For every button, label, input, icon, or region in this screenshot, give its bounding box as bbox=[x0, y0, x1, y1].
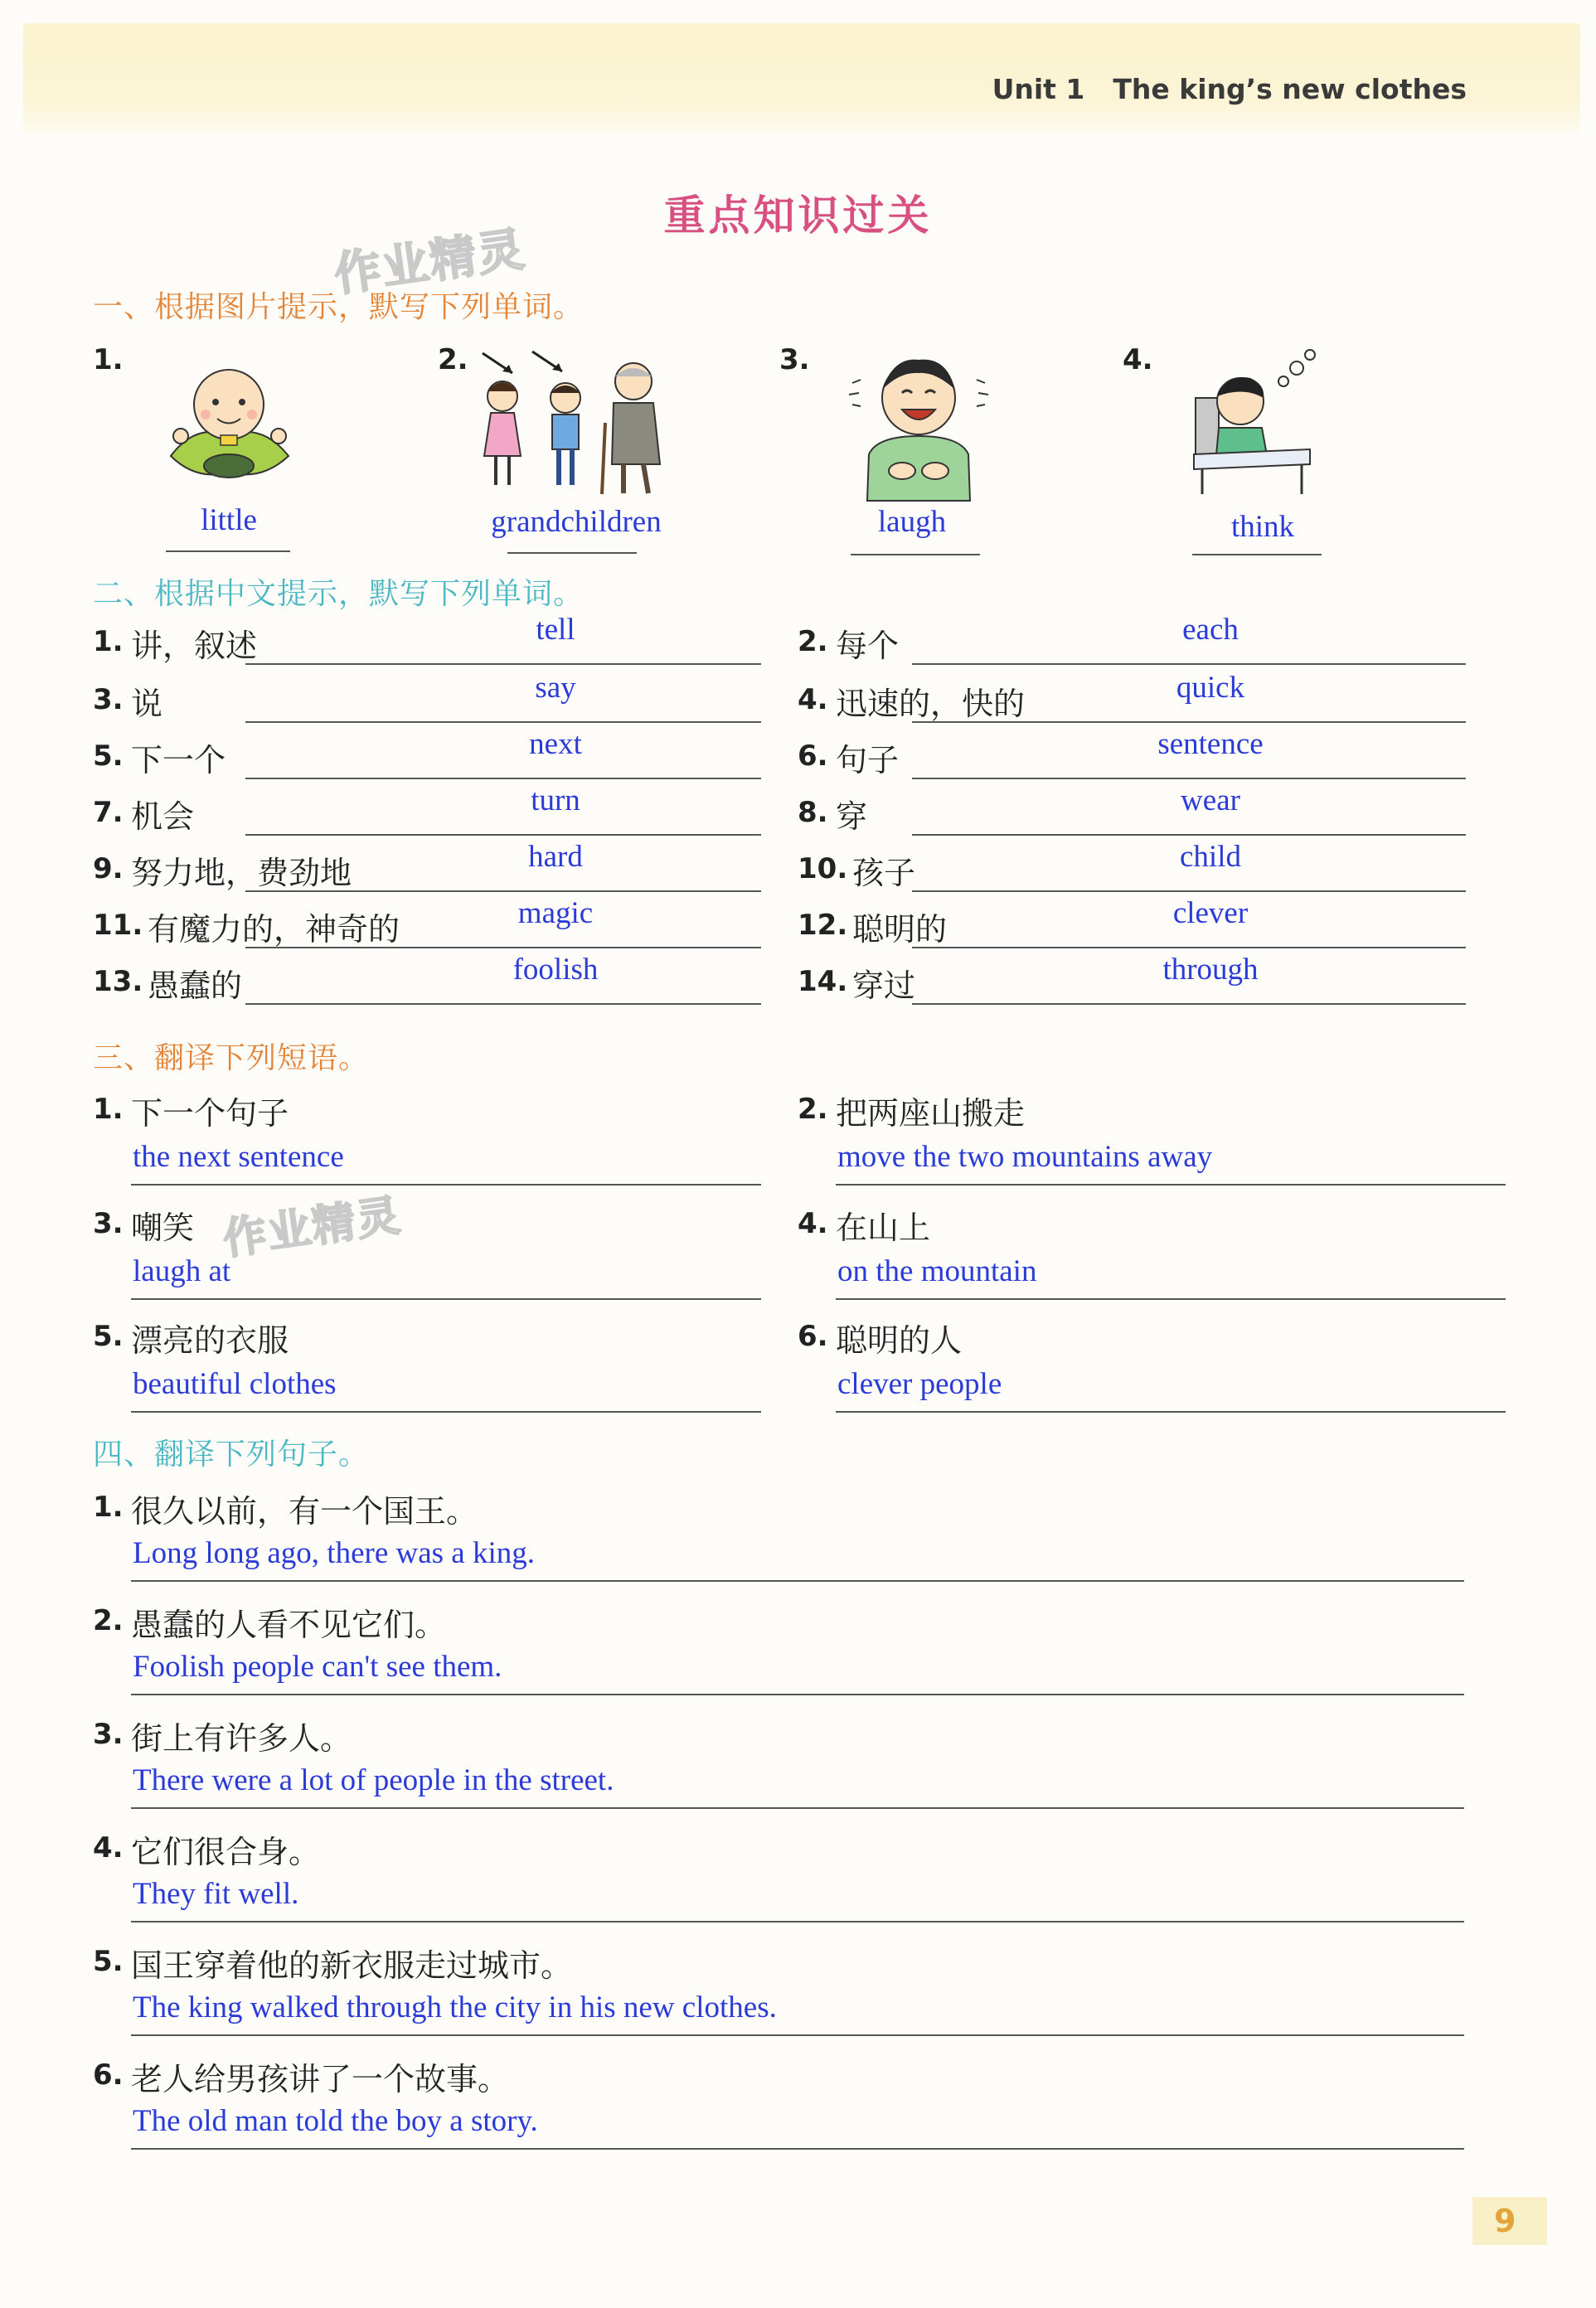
answer-line bbox=[131, 1694, 1464, 1695]
vocab-item-5-chinese: 下一个 bbox=[131, 742, 226, 778]
answer-line bbox=[912, 947, 1466, 948]
vocab-item-10-answer: child bbox=[1180, 840, 1241, 874]
pic-item-1-answer: little bbox=[201, 503, 257, 537]
answer-line bbox=[131, 1807, 1464, 1809]
vocab-item-7-chinese: 机会 bbox=[131, 798, 195, 835]
vocab-item-14-number: 14. bbox=[798, 965, 848, 998]
answer-line bbox=[245, 663, 761, 665]
pic-item-1-number: 1. bbox=[93, 343, 124, 376]
sentence-item-4-chinese: 它们很合身。 bbox=[131, 1834, 321, 1870]
answer-line bbox=[245, 834, 761, 836]
vocab-item-14-chinese: 穿过 bbox=[852, 967, 916, 1004]
answer-line bbox=[912, 778, 1466, 779]
answer-line bbox=[245, 778, 761, 779]
sentence-item-1-chinese: 很久以前，有一个国王。 bbox=[131, 1493, 478, 1530]
vocab-item-13-answer: foolish bbox=[512, 953, 599, 987]
vocab-item-5-number: 5. bbox=[93, 739, 124, 773]
answer-line bbox=[131, 1411, 761, 1413]
answer-line bbox=[131, 1921, 1464, 1923]
phrase-item-6-answer: clever people bbox=[837, 1367, 1002, 1401]
answer-line bbox=[507, 552, 637, 554]
baby-icon bbox=[163, 356, 297, 489]
answer-line bbox=[245, 890, 761, 892]
sentence-item-4-number: 4. bbox=[93, 1831, 124, 1864]
pic-item-3-answer: laugh bbox=[877, 505, 947, 539]
vocab-item-12-answer: clever bbox=[1172, 896, 1249, 930]
vocab-item-9-answer: hard bbox=[528, 840, 583, 874]
phrase-item-2-number: 2. bbox=[798, 1093, 828, 1126]
vocab-item-3-number: 3. bbox=[93, 683, 124, 716]
sentence-item-6-number: 6. bbox=[93, 2058, 124, 2092]
laughing-man-icon bbox=[844, 347, 993, 504]
pic-item-4-answer: think bbox=[1230, 510, 1295, 544]
running-header bbox=[992, 73, 1467, 105]
vocab-item-2-number: 2. bbox=[798, 625, 828, 658]
vocab-item-13-chinese: 愚蠢的 bbox=[148, 967, 243, 1004]
answer-line bbox=[836, 1184, 1506, 1186]
sentence-item-2-answer: Foolish people can't see them. bbox=[133, 1650, 502, 1684]
pic-item-2-answer: grandchildren bbox=[491, 505, 662, 539]
vocab-item-8-answer: wear bbox=[1181, 783, 1240, 817]
answer-line bbox=[131, 2148, 1464, 2150]
sentence-item-5-number: 5. bbox=[93, 1945, 124, 1978]
section-3-title: 三、翻译下列短语。 bbox=[93, 1041, 370, 1075]
answer-line bbox=[166, 550, 290, 552]
answer-line bbox=[1192, 554, 1322, 555]
phrase-item-3-answer: laugh at bbox=[133, 1254, 231, 1288]
vocab-item-8-number: 8. bbox=[798, 796, 828, 829]
phrase-item-2-chinese: 把两座山搬走 bbox=[836, 1095, 1026, 1132]
vocab-item-4-chinese: 迅速的，快的 bbox=[836, 686, 1026, 722]
sentence-item-2-number: 2. bbox=[93, 1604, 124, 1637]
vocab-item-8-chinese: 穿 bbox=[836, 798, 868, 835]
header-unit: Unit 1 bbox=[992, 73, 1085, 105]
answer-line bbox=[912, 1003, 1466, 1005]
answer-line bbox=[836, 1411, 1506, 1413]
vocab-item-10-chinese: 孩子 bbox=[852, 855, 916, 891]
vocab-item-4-answer: quick bbox=[1176, 671, 1245, 705]
vocab-item-11-number: 11. bbox=[93, 909, 143, 942]
answer-line bbox=[912, 890, 1466, 892]
vocab-item-9-chinese: 努力地，费劲地 bbox=[131, 855, 352, 891]
vocab-item-6-number: 6. bbox=[798, 739, 828, 773]
vocab-item-9-number: 9. bbox=[93, 852, 124, 885]
sentence-item-1-number: 1. bbox=[93, 1491, 124, 1524]
sentence-item-3-number: 3. bbox=[93, 1718, 124, 1751]
phrase-item-1-number: 1. bbox=[93, 1093, 124, 1126]
section-2-title: 二、根据中文提示，默写下列单词。 bbox=[93, 577, 585, 611]
phrase-item-1-answer: the next sentence bbox=[133, 1140, 344, 1174]
vocab-item-3-answer: say bbox=[535, 671, 576, 705]
vocab-item-2-answer: each bbox=[1182, 613, 1239, 647]
watermark: 作业精灵 bbox=[331, 222, 530, 303]
answer-line bbox=[245, 721, 761, 723]
watermark: 作业精灵 bbox=[220, 1190, 405, 1265]
pic-item-2-number: 2. bbox=[438, 343, 468, 376]
answer-line bbox=[131, 2034, 1464, 2036]
sentence-item-2-chinese: 愚蠢的人看不见它们。 bbox=[131, 1607, 447, 1643]
vocab-item-7-number: 7. bbox=[93, 796, 124, 829]
sentence-item-3-answer: There were a lot of people in the street. bbox=[133, 1763, 614, 1797]
page-title: 重点知识过关 bbox=[663, 192, 933, 240]
vocab-item-2-chinese: 每个 bbox=[836, 628, 900, 664]
answer-line bbox=[912, 721, 1466, 723]
section-1-title: 一、根据图片提示，默写下列单词。 bbox=[93, 290, 585, 324]
sentence-item-5-chinese: 国王穿着他的新衣服走过城市。 bbox=[131, 1947, 573, 1984]
phrase-item-3-number: 3. bbox=[93, 1207, 124, 1240]
phrase-item-5-chinese: 漂亮的衣服 bbox=[131, 1322, 289, 1359]
section-4-title: 四、翻译下列句子。 bbox=[93, 1438, 370, 1472]
sentence-item-4-answer: They fit well. bbox=[133, 1877, 299, 1911]
sentence-item-3-chinese: 街上有许多人。 bbox=[131, 1720, 352, 1757]
phrase-item-3-chinese: 嘲笑 bbox=[131, 1210, 195, 1246]
thinking-boy-icon bbox=[1186, 348, 1318, 497]
phrase-item-4-number: 4. bbox=[798, 1207, 828, 1240]
grandchildren-icon bbox=[473, 348, 672, 497]
answer-line bbox=[912, 663, 1466, 665]
phrase-item-6-chinese: 聪明的人 bbox=[836, 1322, 963, 1359]
vocab-item-11-answer: magic bbox=[517, 896, 594, 930]
answer-line bbox=[245, 1003, 761, 1005]
vocab-item-3-chinese: 说 bbox=[131, 686, 163, 722]
sentence-item-6-answer: The old man told the boy a story. bbox=[133, 2104, 538, 2138]
phrase-item-4-chinese: 在山上 bbox=[836, 1210, 931, 1246]
answer-line bbox=[245, 947, 761, 948]
phrase-item-2-answer: move the two mountains away bbox=[837, 1140, 1213, 1174]
page-number: 9 bbox=[1472, 2197, 1547, 2245]
vocab-item-5-answer: next bbox=[529, 727, 582, 761]
vocab-item-12-chinese: 聪明的 bbox=[852, 911, 948, 948]
vocab-item-1-answer: tell bbox=[536, 613, 575, 647]
vocab-item-14-answer: through bbox=[1162, 953, 1259, 987]
vocab-item-13-number: 13. bbox=[93, 965, 143, 998]
phrase-item-4-answer: on the mountain bbox=[837, 1254, 1037, 1288]
pic-item-4-number: 4. bbox=[1123, 343, 1153, 376]
answer-line bbox=[851, 554, 980, 555]
sentence-item-1-answer: Long long ago, there was a king. bbox=[133, 1536, 535, 1570]
vocab-item-10-number: 10. bbox=[798, 852, 848, 885]
vocab-item-4-number: 4. bbox=[798, 683, 828, 716]
phrase-item-5-answer: beautiful clothes bbox=[133, 1367, 337, 1401]
sentence-item-5-answer: The king walked through the city in his new clothes. bbox=[133, 1990, 777, 2024]
header-title: The king’s new clothes bbox=[1113, 73, 1467, 105]
pic-item-3-number: 3. bbox=[779, 343, 810, 376]
phrase-item-6-number: 6. bbox=[798, 1320, 828, 1353]
vocab-item-12-number: 12. bbox=[798, 909, 848, 942]
answer-line bbox=[836, 1298, 1506, 1300]
answer-line bbox=[912, 834, 1466, 836]
answer-line bbox=[131, 1580, 1464, 1582]
vocab-item-1-chinese: 讲，叙述 bbox=[131, 628, 258, 664]
vocab-item-6-answer: sentence bbox=[1157, 727, 1264, 761]
phrase-item-1-chinese: 下一个句子 bbox=[131, 1095, 289, 1132]
answer-line bbox=[131, 1298, 761, 1300]
vocab-item-11-chinese: 有魔力的，神奇的 bbox=[148, 911, 400, 948]
vocab-item-1-number: 1. bbox=[93, 625, 124, 658]
sentence-item-6-chinese: 老人给男孩讲了一个故事。 bbox=[131, 2061, 510, 2097]
vocab-item-6-chinese: 句子 bbox=[836, 742, 900, 778]
phrase-item-5-number: 5. bbox=[93, 1320, 124, 1353]
vocab-item-7-answer: turn bbox=[531, 783, 580, 817]
answer-line bbox=[131, 1184, 761, 1186]
